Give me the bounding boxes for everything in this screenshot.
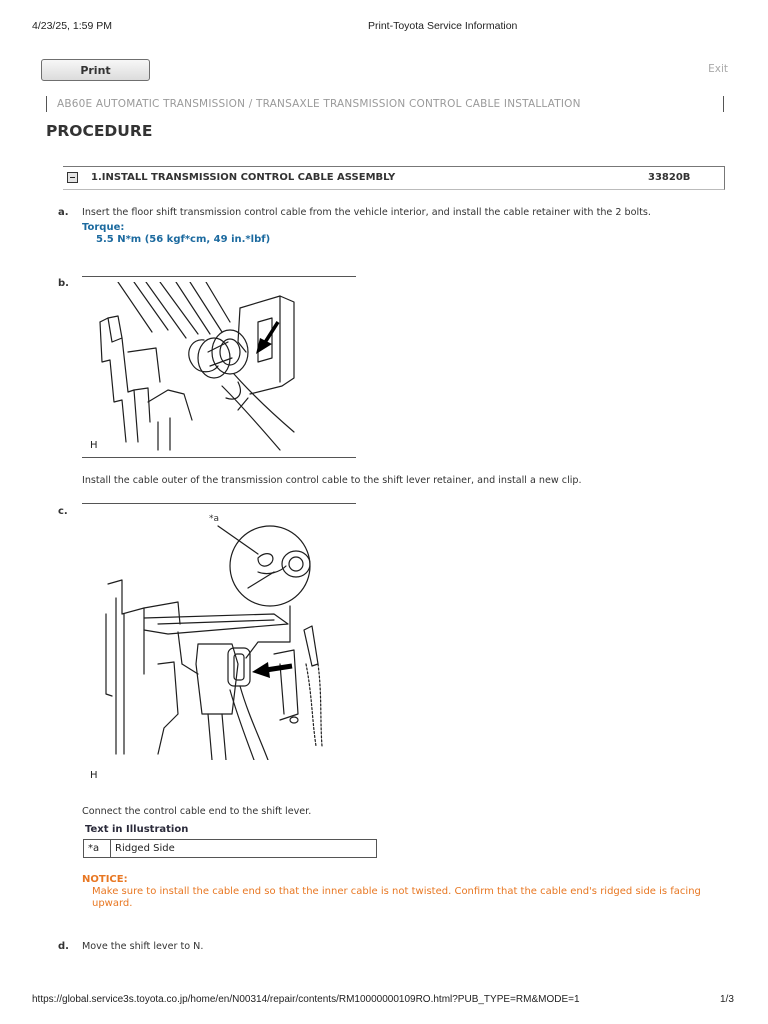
figure-c-mark: H <box>90 770 98 781</box>
footer-url: https://global.service3s.toyota.co.jp/home/en/N00314/repair/contents/RM10000000109RO.html?PUB_TYPE=RM&MODE=1 <box>32 994 580 1005</box>
figure-b-top-rule <box>82 276 356 277</box>
figure-c-cable-end-illustration <box>98 514 330 760</box>
legend-title: Text in Illustration <box>85 824 189 835</box>
print-title: Print-Toyota Service Information <box>368 20 518 32</box>
exit-link[interactable]: Exit <box>708 63 728 75</box>
arrow-icon <box>252 662 292 678</box>
step-header <box>63 166 725 190</box>
figure-b-cable-retainer-illustration <box>88 282 302 452</box>
notice-text: Make sure to install the cable end so that the inner cable is not twisted. Confirm that the cable end's ridged side is facing upward. <box>92 886 701 909</box>
substep-a-text: Insert the floor shift transmission control cable from the vehicle interior, and install the cable retainer with the 2 bolts. <box>82 207 651 218</box>
substep-b-text: Install the cable outer of the transmission control cable to the shift lever retainer, and install a new clip. <box>82 475 582 486</box>
figure-c-top-rule <box>82 503 356 504</box>
legend-value: Ridged Side <box>111 840 377 858</box>
figure-b-bottom-rule <box>82 457 356 458</box>
print-datetime: 4/23/25, 1:59 PM <box>32 20 112 32</box>
page-title: PROCEDURE <box>46 122 153 140</box>
substep-d-text: Move the shift lever to N. <box>82 941 204 952</box>
substep-a-letter: a. <box>58 207 69 218</box>
legend-table <box>83 839 377 858</box>
substep-b-letter: b. <box>58 278 69 289</box>
print-button[interactable]: Print <box>41 59 150 81</box>
arrow-icon <box>256 322 278 354</box>
collapse-toggle-icon[interactable] <box>67 172 78 183</box>
legend-key: *a <box>84 840 111 858</box>
step-title: 1.INSTALL TRANSMISSION CONTROL CABLE ASSEMBLY <box>91 172 396 183</box>
figure-c-callout-label: *a <box>209 514 220 524</box>
torque-value: 5.5 N*m (56 kgf*cm, 49 in.*lbf) <box>96 234 271 245</box>
torque-label: Torque: <box>82 222 125 233</box>
figure-b-mark: H <box>90 440 98 451</box>
breadcrumb: AB60E AUTOMATIC TRANSMISSION / TRANSAXLE TRANSMISSION CONTROL CABLE INSTALLATION <box>46 96 724 112</box>
substep-c-text: Connect the control cable end to the shift lever. <box>82 806 312 817</box>
notice-label: NOTICE: <box>82 874 128 885</box>
legend-row <box>84 840 377 858</box>
substep-c-letter: c. <box>58 506 68 517</box>
step-code: 33820B <box>648 172 691 183</box>
substep-d-letter: d. <box>58 941 69 952</box>
footer-page-number: 1/3 <box>720 994 734 1005</box>
